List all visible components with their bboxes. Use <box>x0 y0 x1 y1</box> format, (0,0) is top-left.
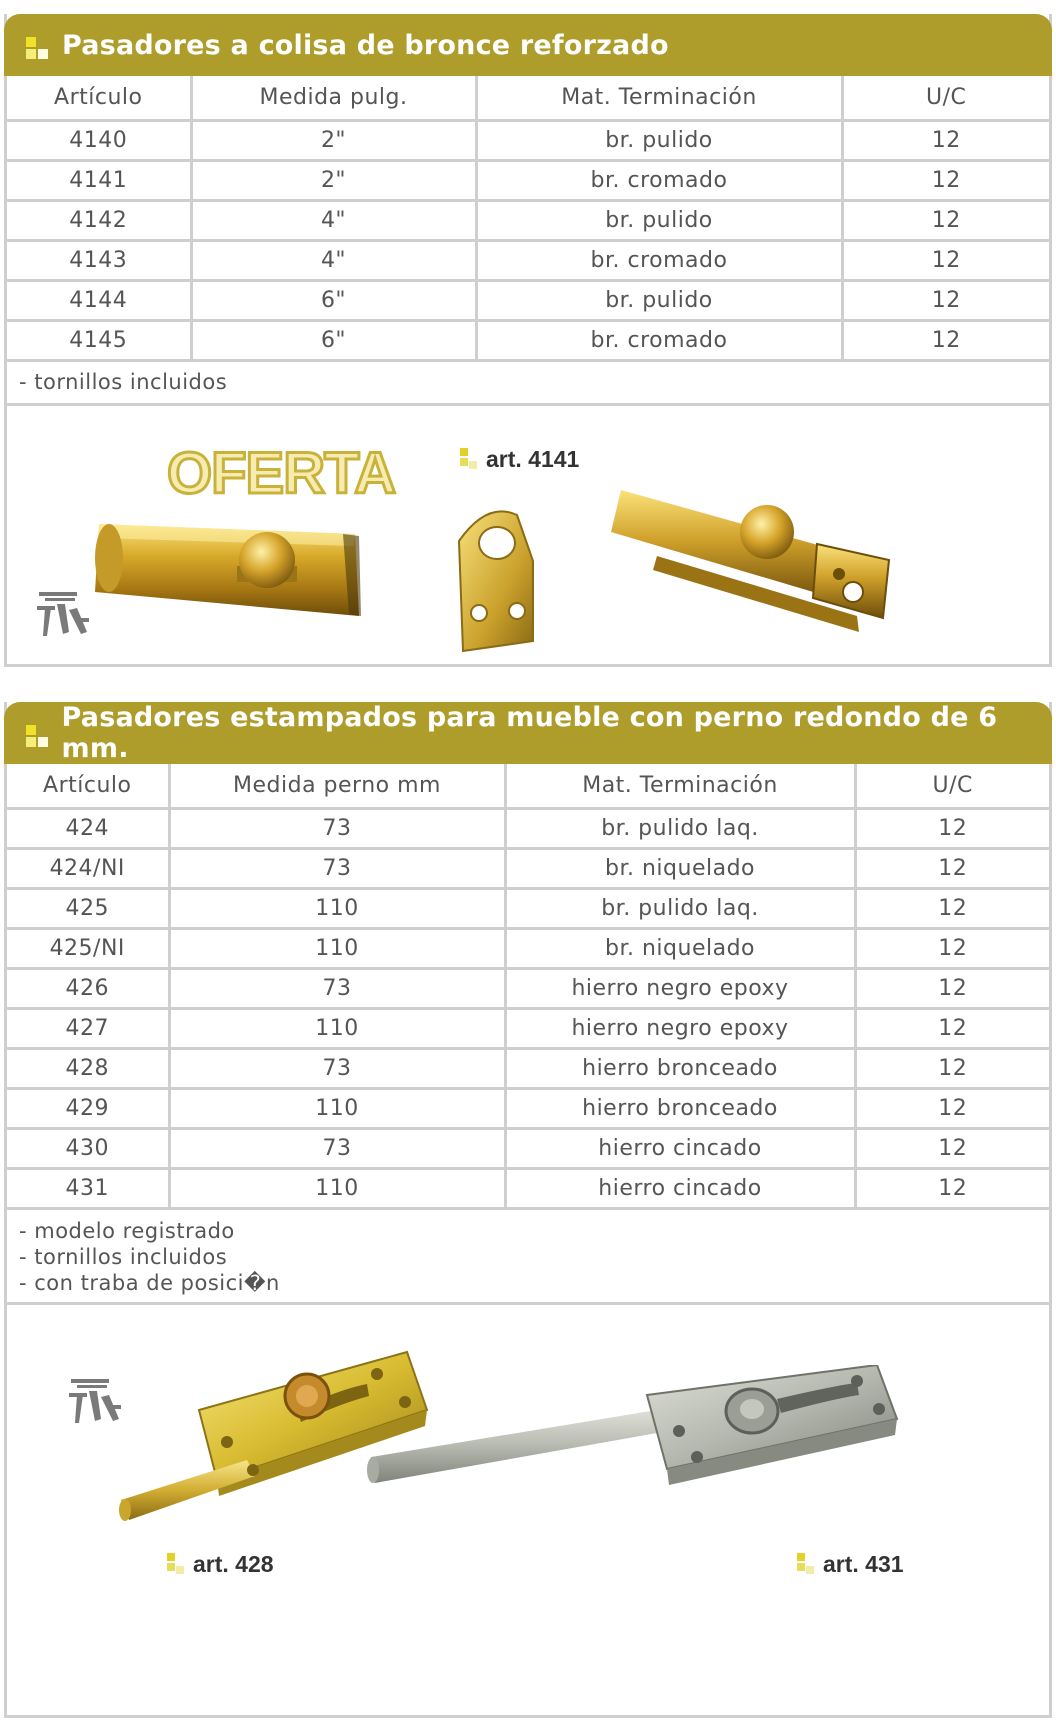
table-row <box>7 808 1049 848</box>
cell-medida: 110 <box>169 1008 505 1048</box>
col-header-medida: Medida pulg. <box>191 76 476 120</box>
bullet-squares-icon <box>26 37 48 59</box>
table-row <box>7 240 1049 280</box>
cell-medida: 73 <box>169 808 505 848</box>
zinc-furniture-bolt-image <box>357 1365 937 1535</box>
table-row <box>7 280 1049 320</box>
cell-material: br. pulido <box>476 200 842 240</box>
product-images-1 <box>7 406 1049 681</box>
cell-medida: 4" <box>191 200 476 240</box>
table-row <box>7 1048 1049 1088</box>
cell-medida: 6" <box>191 280 476 320</box>
cell-articulo: 4145 <box>7 320 191 360</box>
section-panel-1 <box>4 14 1052 667</box>
table-row <box>7 1128 1049 1168</box>
cell-uc: 12 <box>855 1128 1049 1168</box>
section-title: Pasadores estampados para mueble con perno redondo de 6 mm. <box>61 702 998 764</box>
note-line: - tornillos incluidos <box>19 370 228 394</box>
section-header-1 <box>4 14 1052 76</box>
cell-articulo: 428 <box>7 1048 169 1088</box>
brass-bolt-image <box>87 506 377 636</box>
col-header-uc: U/C <box>855 764 1049 808</box>
cell-articulo: 425 <box>7 888 169 928</box>
cell-uc: 12 <box>842 320 1049 360</box>
bullet-squares-icon <box>797 1553 815 1575</box>
cell-material: br. pulido laq. <box>505 888 855 928</box>
oferta-label: OFERTA <box>167 440 396 506</box>
angled-bolt-image <box>607 486 907 636</box>
cell-articulo: 4144 <box>7 280 191 320</box>
cell-articulo: 424 <box>7 808 169 848</box>
art-label-431 <box>797 1551 904 1578</box>
art-label-4141 <box>460 446 579 473</box>
table-row <box>7 928 1049 968</box>
table-row <box>7 848 1049 888</box>
cell-articulo: 430 <box>7 1128 169 1168</box>
table-header-row <box>7 76 1049 120</box>
cell-medida: 2" <box>191 160 476 200</box>
col-header-uc: U/C <box>842 76 1049 120</box>
col-header-material: Mat. Terminación <box>476 76 842 120</box>
cell-uc: 12 <box>842 160 1049 200</box>
cell-medida: 2" <box>191 120 476 160</box>
cell-material: hierro negro epoxy <box>505 968 855 1008</box>
bullet-squares-icon <box>167 1553 185 1575</box>
cell-articulo: 429 <box>7 1088 169 1128</box>
cell-material: hierro bronceado <box>505 1088 855 1128</box>
note-line: - con traba de posici�n <box>19 1270 280 1295</box>
table-row <box>7 888 1049 928</box>
art-label-text: art. 431 <box>823 1550 904 1577</box>
cell-articulo: 424/NI <box>7 848 169 888</box>
cell-uc: 12 <box>855 888 1049 928</box>
product-table-1 <box>7 76 1049 406</box>
cell-material: hierro cincado <box>505 1168 855 1208</box>
section-panel-2 <box>4 702 1052 1718</box>
cell-articulo: 4142 <box>7 200 191 240</box>
table-row <box>7 1088 1049 1128</box>
cell-uc: 12 <box>842 120 1049 160</box>
cell-medida: 110 <box>169 1168 505 1208</box>
table-header-row <box>7 764 1049 808</box>
table-row <box>7 968 1049 1008</box>
cell-medida: 110 <box>169 1088 505 1128</box>
cell-material: br. cromado <box>476 240 842 280</box>
cell-medida: 110 <box>169 928 505 968</box>
cell-medida: 6" <box>191 320 476 360</box>
cell-material: hierro bronceado <box>505 1048 855 1088</box>
bracket-image <box>447 501 547 661</box>
table-row <box>7 1008 1049 1048</box>
cell-medida: 73 <box>169 968 505 1008</box>
cell-material: br. niquelado <box>505 848 855 888</box>
cell-material: br. pulido <box>476 120 842 160</box>
cell-material: br. pulido <box>476 280 842 320</box>
col-header-material: Mat. Terminación <box>505 764 855 808</box>
notes-cell <box>7 360 1049 404</box>
cell-uc: 12 <box>842 240 1049 280</box>
col-header-articulo: Artículo <box>7 76 191 120</box>
table-row <box>7 320 1049 360</box>
cell-material: br. pulido laq. <box>505 808 855 848</box>
cell-uc: 12 <box>855 928 1049 968</box>
section-title: Pasadores a colisa de bronce reforzado <box>62 29 669 61</box>
cell-material: br. cromado <box>476 160 842 200</box>
notes-cell <box>7 1208 1049 1303</box>
cell-material: br. niquelado <box>505 928 855 968</box>
art-label-text: art. 4141 <box>486 445 580 472</box>
cell-medida: 73 <box>169 1048 505 1088</box>
cell-articulo: 427 <box>7 1008 169 1048</box>
col-header-medida: Medida perno mm <box>169 764 505 808</box>
cell-articulo: 4143 <box>7 240 191 280</box>
cell-articulo: 426 <box>7 968 169 1008</box>
cell-uc: 12 <box>842 280 1049 320</box>
bullet-squares-icon <box>26 725 48 747</box>
cell-medida: 73 <box>169 848 505 888</box>
cell-articulo: 425/NI <box>7 928 169 968</box>
cell-material: br. cromado <box>476 320 842 360</box>
product-table-2 <box>7 764 1049 1305</box>
note-line: - tornillos incluidos <box>19 1244 228 1269</box>
cell-medida: 110 <box>169 888 505 928</box>
table-row <box>7 160 1049 200</box>
cell-uc: 12 <box>842 200 1049 240</box>
cell-uc: 12 <box>855 1168 1049 1208</box>
cell-articulo: 4140 <box>7 120 191 160</box>
art-label-428 <box>167 1551 274 1578</box>
cell-material: hierro cincado <box>505 1128 855 1168</box>
table-row <box>7 200 1049 240</box>
col-header-articulo: Artículo <box>7 764 169 808</box>
bullet-squares-icon <box>460 448 478 470</box>
cell-medida: 73 <box>169 1128 505 1168</box>
cell-uc: 12 <box>855 1008 1049 1048</box>
table-row <box>7 1168 1049 1208</box>
note-line: - modelo registrado <box>19 1218 235 1243</box>
cell-uc: 12 <box>855 808 1049 848</box>
art-label-text: art. 428 <box>193 1550 274 1577</box>
cell-medida: 4" <box>191 240 476 280</box>
section-header-2 <box>4 702 1052 764</box>
product-images-2 <box>7 1305 1049 1605</box>
cell-material: hierro negro epoxy <box>505 1008 855 1048</box>
cell-uc: 12 <box>855 848 1049 888</box>
cell-articulo: 4141 <box>7 160 191 200</box>
cell-uc: 12 <box>855 968 1049 1008</box>
cell-articulo: 431 <box>7 1168 169 1208</box>
cell-uc: 12 <box>855 1048 1049 1088</box>
table-row <box>7 120 1049 160</box>
cell-uc: 12 <box>855 1088 1049 1128</box>
